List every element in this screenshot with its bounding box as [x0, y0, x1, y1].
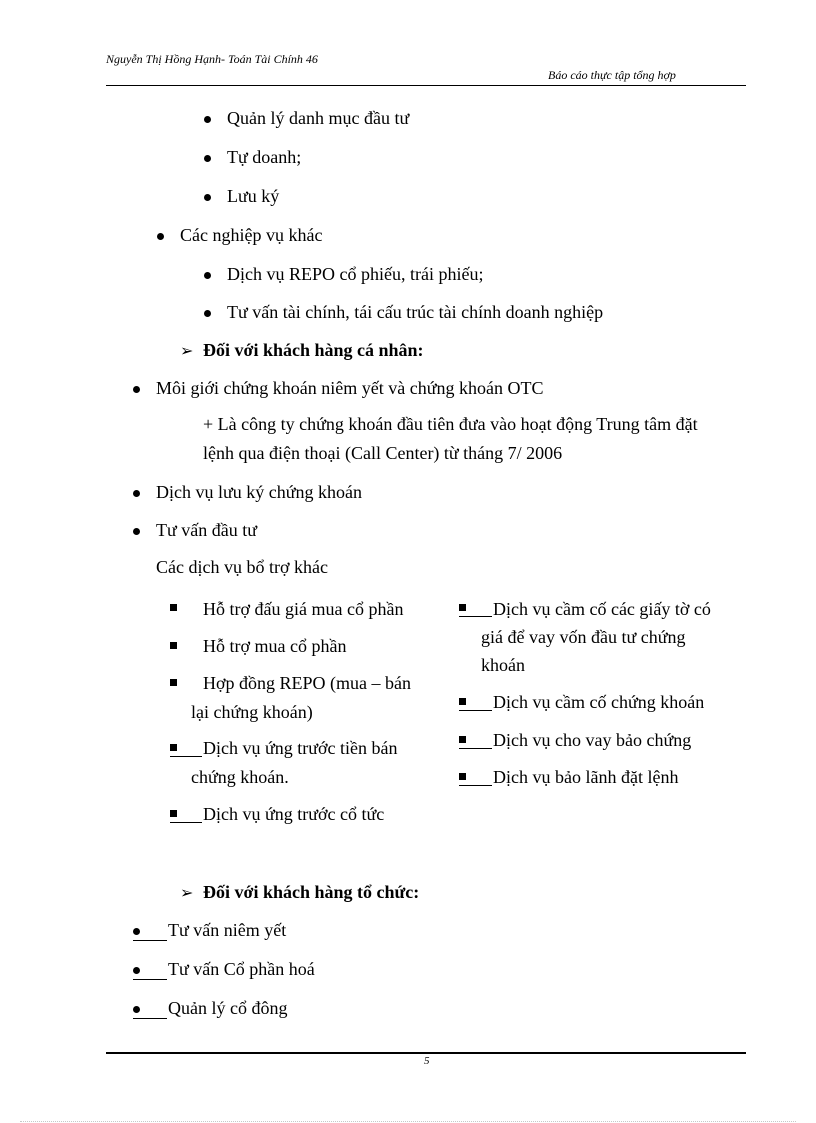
bullet-icon — [204, 310, 211, 317]
list-item: giá để vay vốn đầu tư chứng — [481, 627, 686, 647]
list-item: lại chứng khoán) — [191, 702, 313, 722]
bullet-icon — [204, 155, 211, 162]
list-item: Hợp đồng REPO (mua – bán — [203, 673, 412, 693]
list-item: Hỗ trợ mua cổ phần — [203, 636, 347, 656]
header-report-title: Báo cáo thực tập tổng hợp — [548, 68, 676, 82]
list-item: Dịch vụ cầm cố chứng khoán — [493, 692, 705, 712]
page-edge — [20, 1121, 796, 1122]
bullet-icon — [133, 967, 140, 974]
square-bullet-icon — [459, 604, 466, 611]
note-line: + Là công ty chứng khoán đầu tiên đưa vào hoạt động Trung tâm đặt — [203, 414, 698, 434]
list-item: Dịch vụ cầm cố các giấy tờ có — [493, 599, 711, 619]
bullet-icon — [133, 490, 140, 497]
underline — [459, 785, 492, 786]
underline — [133, 979, 167, 980]
square-bullet-icon — [459, 698, 466, 705]
list-item: Tự doanh; — [227, 147, 302, 167]
square-bullet-icon — [459, 736, 466, 743]
square-bullet-icon — [170, 642, 177, 649]
square-bullet-icon — [170, 604, 177, 611]
square-bullet-icon — [170, 810, 177, 817]
footer-rule — [106, 1052, 746, 1054]
bullet-icon — [204, 194, 211, 201]
section-heading-organization: Đối với khách hàng tổ chức: — [203, 882, 420, 902]
other-services-label: Các nghiệp vụ khác — [180, 225, 323, 245]
arrow-bullet-icon: ➢ — [180, 885, 194, 902]
list-item: Dịch vụ ứng trước cổ tức — [203, 804, 385, 824]
underline — [133, 1018, 167, 1019]
list-item: Dịch vụ ứng trước tiền bán — [203, 738, 398, 758]
header-rule — [106, 85, 746, 86]
bullet-icon — [133, 928, 140, 935]
list-item: Tư vấn đầu tư — [156, 520, 257, 540]
list-item: Tư vấn niêm yết — [168, 920, 287, 940]
underline — [170, 756, 202, 757]
page-number: 5 — [424, 1055, 430, 1067]
list-item: Dịch vụ lưu ký chứng khoán — [156, 482, 362, 502]
list-item: Tư vấn Cổ phần hoá — [168, 959, 315, 979]
underline — [459, 710, 492, 711]
list-item: Lưu ký — [227, 186, 280, 206]
list-item: Dịch vụ REPO cổ phiếu, trái phiếu; — [227, 264, 484, 284]
note-line: lệnh qua điện thoại (Call Center) từ tháng 7/ 2006 — [203, 443, 563, 463]
underline — [459, 748, 492, 749]
bullet-icon — [133, 1006, 140, 1013]
list-item: Quản lý danh mục đầu tư — [227, 108, 410, 128]
bullet-icon — [133, 386, 140, 393]
bullet-icon — [157, 233, 164, 240]
list-item: chứng khoán. — [191, 767, 289, 787]
list-item: Quản lý cổ đông — [168, 998, 288, 1018]
list-item: Dịch vụ bảo lãnh đặt lệnh — [493, 767, 679, 787]
square-bullet-icon — [170, 744, 177, 751]
square-bullet-icon — [170, 679, 177, 686]
list-item: Hỗ trợ đấu giá mua cổ phần — [203, 599, 404, 619]
underline — [133, 940, 167, 941]
list-item: Môi giới chứng khoán niêm yết và chứng khoán OTC — [156, 378, 544, 398]
section-heading-individual: Đối với khách hàng cá nhân: — [203, 340, 424, 360]
bullet-icon — [204, 116, 211, 123]
list-item: Tư vấn tài chính, tái cấu trúc tài chính doanh nghiệp — [227, 302, 604, 322]
underline — [459, 616, 492, 617]
support-label: Các dịch vụ bổ trợ khác — [156, 557, 328, 577]
arrow-bullet-icon: ➢ — [180, 343, 194, 360]
header-author: Nguyễn Thị Hồng Hạnh- Toán Tài Chính 46 — [106, 52, 318, 66]
list-item: khoán — [481, 655, 525, 675]
bullet-icon — [204, 272, 211, 279]
bullet-icon — [133, 528, 140, 535]
underline — [170, 822, 202, 823]
list-item: Dịch vụ cho vay bảo chứng — [493, 730, 692, 750]
square-bullet-icon — [459, 773, 466, 780]
